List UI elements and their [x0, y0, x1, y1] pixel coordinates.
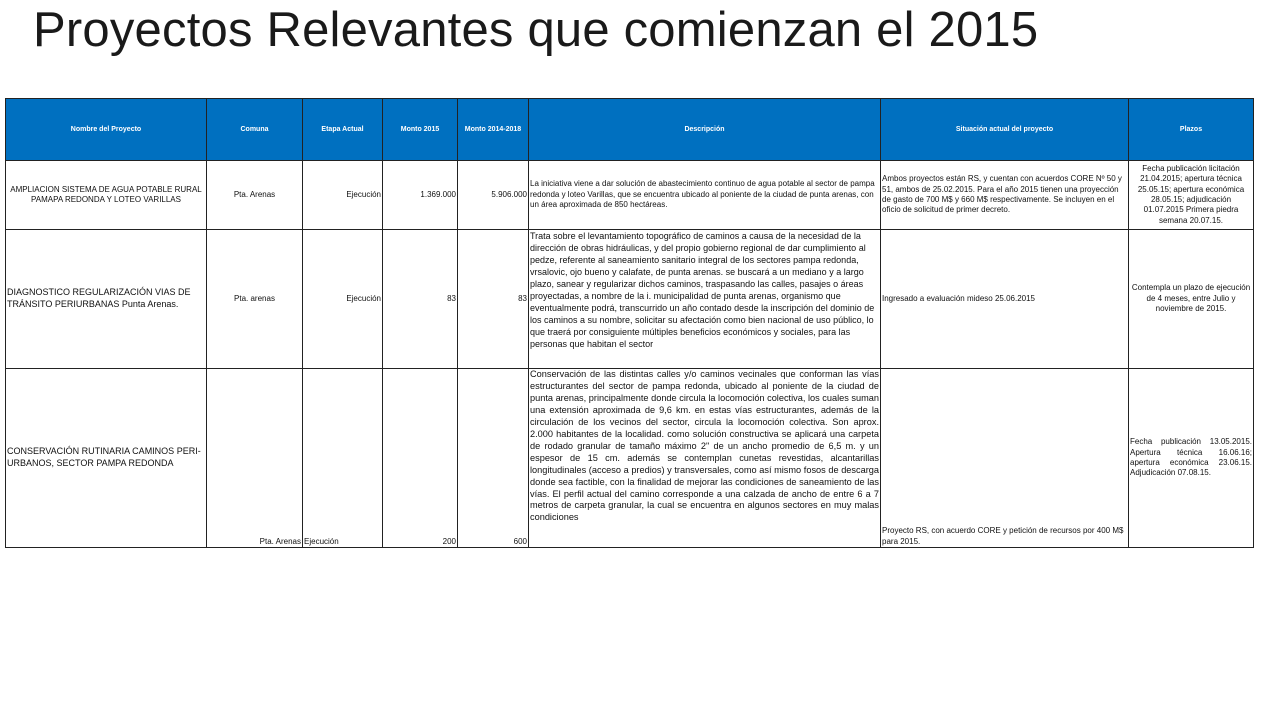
cell-situacion: Ingresado a evaluación mideso 25.06.2015 [881, 230, 1129, 369]
cell-monto-2015: 1.369.000 [383, 161, 458, 230]
header-plazos: Plazos [1129, 99, 1254, 161]
header-situacion: Situación actual del proyecto [881, 99, 1129, 161]
cell-etapa: Ejecución [303, 161, 383, 230]
table-row [6, 369, 1254, 548]
cell-descripcion: Conservación de las distintas calles y/o caminos vecinales que conforman las vías estructurantes del sector de pampa redonda, ubicado al poniente de la ciudad de punta arenas, principalmente donde circula la locomoción colectiva, los cuales suman una extensión aproximada de 9,6 km. en estas vías estructurantes, además de la circulación de los vecinos del sector, circula la locomoción colectiva. Son aprox. 2.000 habitantes de la localidad. como solución constructiva se aplicará una carpeta de rodado granular de tamaño máximo 2" de un ancho promedio de 6,5 m. y un espesor de 15 cm. además se contemplan cunetas revestidas, alcantarillas longitudinales (acceso a predios) y transversales, como así mismo fosos de descarga donde sea factible, con la finalidad de mejorar las condiciones de saneamiento de las vías. El perfil actual del camino corresponde a una calzada de ancho de entre 6 a 7 metros de carpeta granular, la cual se encuentra en algunos sectores en muy malas condiciones [529, 369, 881, 548]
header-nombre: Nombre del Proyecto [6, 99, 207, 161]
cell-nombre: CONSERVACIÓN RUTINARIA CAMINOS PERI-URBANOS, SECTOR PAMPA REDONDA [6, 369, 207, 548]
cell-nombre: AMPLIACION SISTEMA DE AGUA POTABLE RURAL PAMAPA REDONDA Y LOTEO VARILLAS [6, 161, 207, 230]
header-descripcion: Descripción [529, 99, 881, 161]
table-row [6, 161, 1254, 230]
header-etapa: Etapa Actual [303, 99, 383, 161]
cell-situacion: Proyecto RS, con acuerdo CORE y petición de recursos por 400 M$ para 2015. [881, 369, 1129, 548]
cell-etapa: Ejecución [303, 230, 383, 369]
header-comuna: Comuna [207, 99, 303, 161]
table-row [6, 230, 1254, 369]
cell-plazos: Fecha publicación 13.05.2015. Apertura técnica 16.06.16; apertura económica 23.06.15. Adjudicación 07.08.15. [1129, 369, 1254, 548]
cell-comuna: Pta. arenas [207, 230, 303, 369]
cell-plazos: Contempla un plazo de ejecución de 4 meses, entre Julio y noviembre de 2015. [1129, 230, 1254, 369]
cell-comuna: Pta. Arenas [207, 161, 303, 230]
projects-table [5, 98, 1254, 548]
cell-plazos: Fecha publicación licitación 21.04.2015; apertura técnica 25.05.15; apertura económica 28.05.15; adjudicación 01.07.2015 Primera piedra semana 20.07.15. [1129, 161, 1254, 230]
cell-situacion: Ambos proyectos están RS, y cuentan con acuerdos CORE Nº 50 y 51, ambos de 25.02.2015. Para el año 2015 tienen una proyección de gasto de 700 M$ y 660 M$ respectivamente. Se incluyen en el oficio de solicitud de primer decreto. [881, 161, 1129, 230]
cell-nombre: DIAGNOSTICO REGULARIZACIÓN VIAS DE TRÁNSITO PERIURBANAS Punta Arenas. [6, 230, 207, 369]
table-header-row [6, 99, 1254, 161]
cell-comuna: Pta. Arenas [207, 369, 303, 548]
cell-monto-2014-2018: 600 [458, 369, 529, 548]
cell-monto-2015: 200 [383, 369, 458, 548]
header-monto-2015: Monto 2015 [383, 99, 458, 161]
cell-monto-2015: 83 [383, 230, 458, 369]
cell-monto-2014-2018: 5.906.000 [458, 161, 529, 230]
cell-descripcion: La iniciativa viene a dar solución de abastecimiento continuo de agua potable al sector de pampa redonda y loteo Varillas, que se encuentra ubicado al poniente de la ciudad de punta arenas, con un área aproximada de 850 hectáreas. [529, 161, 881, 230]
cell-monto-2014-2018: 83 [458, 230, 529, 369]
header-monto-2014-2018: Monto 2014-2018 [458, 99, 529, 161]
cell-etapa: Ejecución [303, 369, 383, 548]
page-title: Proyectos Relevantes que comienzan el 2015 [33, 3, 1039, 57]
cell-descripcion: Trata sobre el levantamiento topográfico de caminos a causa de la necesidad de la dirección de obras hidráulicas, y del propio gobierno regional de dar cumplimiento al pedze, referente al saneamiento sanitario integral de los sectores pampa redonda, vrsalovic, ojo bueno y calafate, de punta arenas. se buscará a un mediano y a largo plazo, sanear y regularizar dichos caminos, traspasando las calles, pasajes o áreas proyectadas, a nombre de la i. municipalidad de punta arenas, organismo que eventualmente podrá, transcurrido un año contado desde la inscripción del dominio de los caminos a su nombre, solicitar su afectación como bien nacional de uso público, lo que traerá por consiguiente múltiples beneficios económicos y sociales, para las personas que habitan el sector [529, 230, 881, 369]
